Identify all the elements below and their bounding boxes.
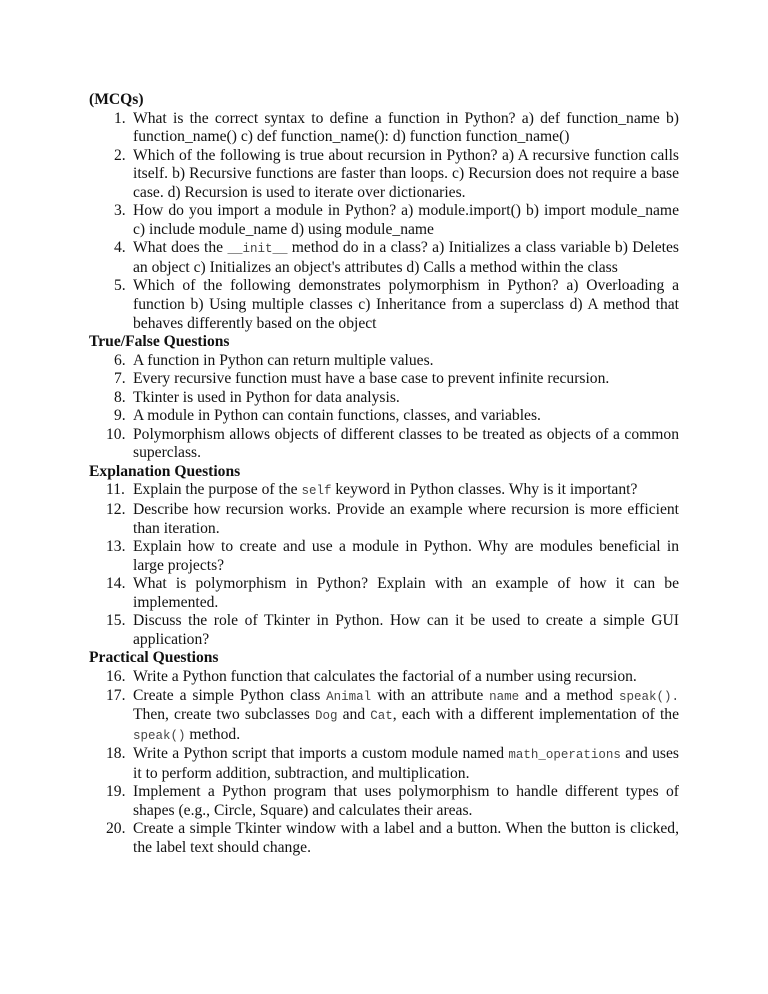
section-heading: Practical Questions [89,649,219,667]
section-heading: True/False Questions [89,333,230,351]
section-heading: (MCQs) [89,91,144,108]
question-number: 18. [106,745,126,763]
question-number: 17. [106,686,126,704]
question-text: Every recursive function must have a base case to prevent infinite recursion. [133,370,610,388]
section-mcqs [89,91,679,333]
question-item [89,575,679,612]
question-number: 10. [106,425,126,443]
question-item [89,352,679,371]
question-text: method. [185,725,241,743]
section-practical [89,649,679,857]
question-number: 11. [106,481,125,499]
question-item [89,481,679,501]
question-text: Create a simple Tkinter window with a label and a button. When the button is clicked, the label text should change. [133,820,679,856]
question-item [89,110,679,147]
question-text: Which of the following demonstrates polymorphism in Python? a) Overloading a function b) Using multiple classes c) Inheritance from a superclass d) A method that behaves differently based on the object [133,277,679,332]
question-number: 1. [114,109,126,127]
section-explanation [89,463,679,649]
question-text: What is polymorphism in Python? Explain with an example of how it can be implemented. [133,575,679,611]
question-item [89,407,679,426]
question-number: 16. [106,667,126,685]
question-item [89,687,679,746]
question-text: method do in a class? a) Initializes a class variable b) Deletes an object c) Initializes an object's attributes d) Calls a method within the class [133,239,679,276]
inline-code: Dog [314,709,338,724]
question-number: 9. [114,407,126,425]
question-text: keyword in Python classes. Why is it important? [331,481,638,499]
question-text: Explain the purpose of the [133,481,302,499]
question-text: with an attribute [371,686,490,704]
question-text: and a method [519,686,619,704]
question-text: Write a Python function that calculates the factorial of a number using recursion. [133,667,637,685]
question-text: Write a Python script that imports a custom module named [133,745,509,763]
section-true-false [89,333,679,463]
question-item [89,389,679,408]
question-text: Then, create two subclasses [133,706,315,724]
question-item [89,745,679,783]
inline-code: self [301,484,332,499]
question-list [89,668,679,857]
question-number: 19. [106,783,126,801]
question-text: Which of the following is true about recursion in Python? a) A recursive function calls itself. b) Recursive functions are faster than loops. c) Recursion does not require a base case. d) Recursion is used to iterate over dictionaries. [133,146,679,201]
question-item [89,277,679,333]
inline-code: Cat [370,709,393,724]
inline-code: __init__ [227,242,288,257]
question-item [89,783,679,820]
question-item [89,202,679,239]
question-number: 4. [114,239,126,257]
question-text: A function in Python can return multiple values. [133,351,434,369]
question-number: 2. [114,146,126,164]
inline-code: math_operations [508,748,621,763]
section-heading: Explanation Questions [89,462,241,480]
question-text: Explain how to create and use a module in Python. Why are modules beneficial in large projects? [133,538,679,574]
inline-code: speak(). [618,689,679,704]
question-number: 6. [114,351,126,369]
question-text: What is the correct syntax to define a function in Python? a) def function_name b) function_name() c) def function_name(): d) function function_name() [133,109,679,146]
question-text: Implement a Python program that uses polymorphism to handle different types of shapes (e.g., Circle, Square) and calculates their areas. [133,783,679,819]
inline-code: Animal [326,689,372,704]
question-number: 13. [106,538,126,556]
question-text: and uses it to perform addition, subtraction, and multiplication. [133,745,679,782]
question-text: How do you import a module in Python? a) module.import() b) import module_name c) include module_name d) using module_name [133,202,679,238]
question-item [89,612,679,649]
question-text: , each with a different implementation of the [392,706,679,724]
question-number: 5. [114,277,126,295]
question-text: Polymorphism allows objects of different classes to be treated as objects of a common superclass. [133,425,679,462]
question-item [89,820,679,857]
question-text: Tkinter is used in Python for data analysis. [133,388,400,406]
question-number: 8. [114,388,126,406]
question-text: and [337,706,371,724]
question-number: 12. [106,501,126,519]
question-number: 20. [106,820,126,838]
question-text: What does the [133,239,228,257]
question-list [89,481,679,649]
question-text: A module in Python can contain functions, classes, and variables. [133,407,541,425]
question-list [89,110,679,334]
question-text: Create a simple Python class [133,686,327,704]
question-item [89,147,679,203]
question-item [89,538,679,575]
document-page [89,91,679,857]
question-number: 7. [114,370,126,388]
question-list [89,352,679,463]
question-text: Discuss the role of Tkinter in Python. How can it be used to create a simple GUI application? [133,612,679,648]
question-item [89,668,679,687]
inline-code: speak() [133,728,186,743]
question-number: 15. [106,612,126,630]
question-item [89,501,679,538]
question-text: Describe how recursion works. Provide an example where recursion is more efficient than iteration. [133,501,679,537]
question-number: 14. [106,575,126,593]
question-item [89,370,679,389]
question-item [89,426,679,463]
inline-code: name [489,689,520,704]
question-number: 3. [114,202,126,220]
question-item [89,239,679,277]
